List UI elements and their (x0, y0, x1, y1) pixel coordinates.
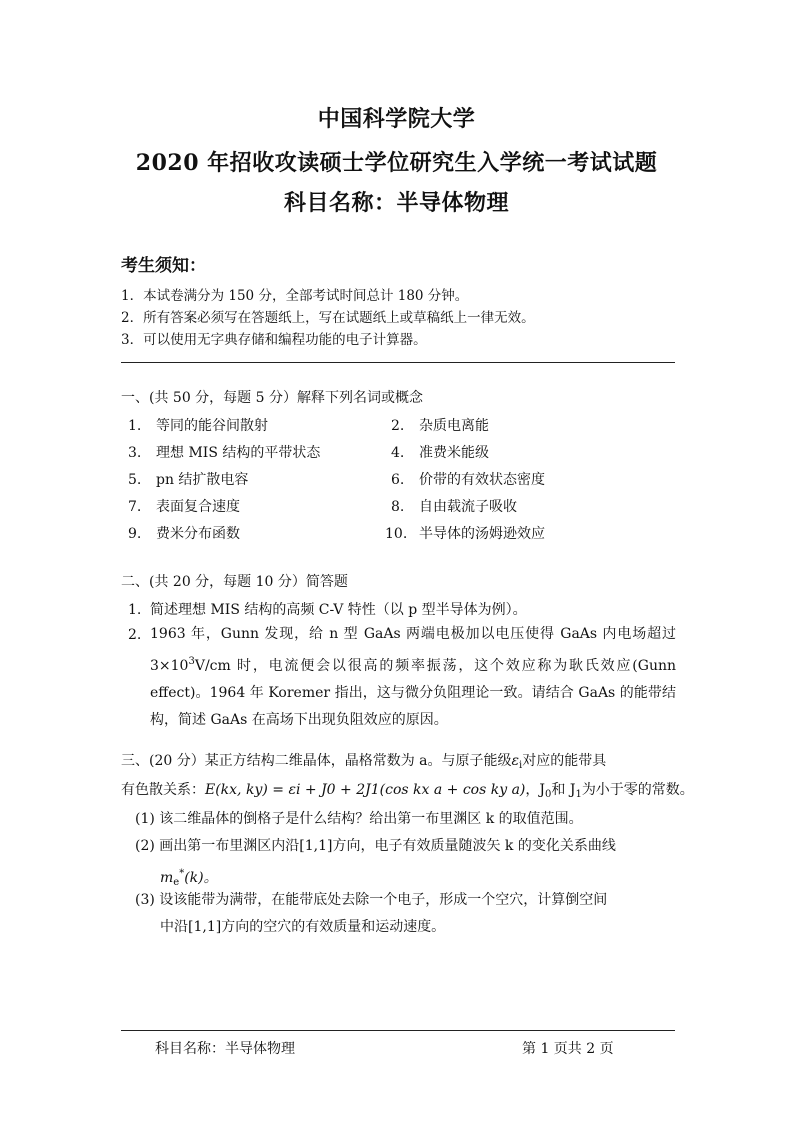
term-item: 5. pn 结扩散电容 (128, 472, 249, 488)
term-item: 9. 费米分布函数 (128, 526, 240, 542)
notice-item: 3．可以使用无字典存储和编程功能的电子计算器。 (121, 332, 427, 348)
footer-subject: 科目名称：半导体物理 (155, 1041, 295, 1057)
subject-title: 科目名称：半导体物理 (283, 190, 509, 216)
notice-heading: 考生须知： (121, 256, 206, 276)
term-item: 4. 准费米能级 (391, 445, 489, 461)
footer-page-number: 第 1 页共 2 页 (522, 1041, 614, 1057)
section3-intro: 三、(20 分）某正方结构二维晶体，晶格常数为 a。与原子能级$\varepsilon_i$对应的能带具 (121, 753, 607, 771)
question-3-1: (1) 该二维晶体的倒格子是什么结构？给出第一布里渊区 k 的取值范围。 (135, 811, 583, 827)
section2-heading: 二、(共 20 分，每题 10 分）简答题 (121, 574, 348, 590)
footer-divider (121, 1030, 675, 1031)
notice-item: 1．本试卷满分为 150 分，全部考试时间总计 180 分钟。 (121, 288, 469, 304)
term-item: 8. 自由载流子吸收 (391, 499, 517, 515)
university-title: 中国科学院大学 (317, 106, 476, 132)
section1-heading: 一、(共 50 分，每题 5 分）解释下列名词或概念 (121, 390, 423, 406)
term-item: 1. 等同的能谷间散射 (128, 418, 268, 434)
question-2-2: 1963 年，Gunn 发现，给 n 型 GaAs 两端电极加以电压使得 GaAs 内电场超过 $3\times 10^3V/cm$ 时，电流便会以很高的频率振荡，这个效应称为耿氏效应(Gunn effect)。1964 年 Koremer 指出，这与微分负阻理论一致。请结合 GaAs 的能带结构，简述 GaAs 在高场下出现负阻效应的原因。 (150, 626, 676, 728)
dispersion-equation: E(kx, ky) = εi + J0 + 2J1(cos kx a + cos ky a) (205, 782, 526, 798)
divider (121, 362, 675, 363)
dispersion-relation: 有色散关系：E(kx, ky) = εi + J0 + 2J1(cos kx a + cos ky a)，$J_0$和 $J_1$为小于零的常数。 (121, 782, 694, 800)
question-3-2: (2) 画出第一布里渊区内沿[1,1]方向，电子有效质量随波矢 k 的变化关系曲线 $m_e^*(k)$。 (135, 838, 616, 888)
term-item: 10. 半导体的汤姆逊效应 (385, 526, 545, 542)
question-3-3: (3) 设该能带为满带，在能带底处去除一个电子，形成一个空穴，计算倒空间 中沿[1,1]方向的空穴的有效质量和运动速度。 (135, 892, 608, 935)
exam-title: 2020 年招收攻读硕士学位研究生入学统一考试试题 (135, 150, 658, 176)
term-item: 2. 杂质电离能 (391, 418, 489, 434)
question-2-2-number: 2. (128, 627, 142, 643)
notice-item: 2．所有答案必须写在答题纸上，写在试题纸上或草稿纸上一律无效。 (121, 310, 535, 326)
term-item: 3. 理想 MIS 结构的平带状态 (128, 445, 321, 461)
term-item: 7. 表面复合速度 (128, 499, 240, 515)
term-item: 6. 价带的有效状态密度 (391, 472, 545, 488)
question-2-1: 1. 简述理想 MIS 结构的高频 C-V 特性（以 p 型半导体为例）。 (128, 602, 527, 618)
